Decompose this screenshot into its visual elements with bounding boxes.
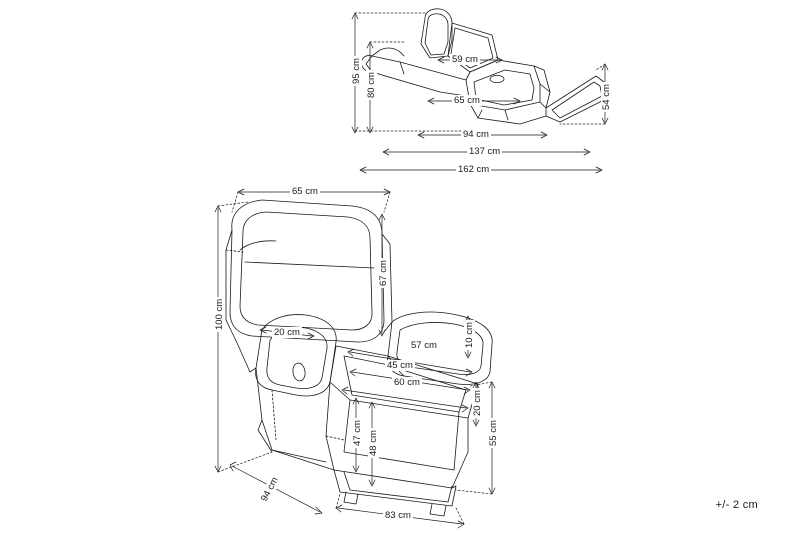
- dimension-label-95: 95 cm: [351, 58, 362, 84]
- dimension-label-20-arm: 20 cm: [274, 327, 300, 338]
- dimension-label-162: 162 cm: [458, 164, 490, 175]
- dimension-label-65-main: 65 cm: [292, 186, 318, 197]
- dimension-label-45: 45 cm: [387, 360, 413, 371]
- dimension-label-59: 59 cm: [452, 54, 478, 65]
- dimension-label-10: 10 cm: [464, 322, 475, 348]
- dimension-label-57: 57 cm: [411, 340, 437, 351]
- dimension-label-47: 47 cm: [352, 420, 363, 446]
- dimension-label-94-top: 94 cm: [463, 129, 489, 140]
- dimension-label-48: 48 cm: [368, 430, 379, 456]
- top-view-chair-outline: [361, 9, 608, 124]
- dimension-label-137: 137 cm: [469, 146, 501, 157]
- dimension-label-67: 67 cm: [378, 260, 389, 286]
- dimension-label-54: 54 cm: [601, 84, 612, 110]
- dimension-label-83: 83 cm: [385, 510, 411, 521]
- dimension-label-20-seat: 20 cm: [472, 390, 483, 416]
- dimension-label-94-main: 94 cm: [258, 475, 281, 504]
- dimension-label-100: 100 cm: [214, 298, 225, 330]
- dimension-label-55: 55 cm: [488, 420, 499, 446]
- tolerance-note: +/- 2 cm: [715, 499, 758, 511]
- dimension-label-60: 60 cm: [394, 377, 420, 388]
- dimension-label-80: 80 cm: [366, 72, 377, 98]
- main-view-chair-outline: [226, 200, 492, 516]
- dimension-label-65-top: 65 cm: [454, 95, 480, 106]
